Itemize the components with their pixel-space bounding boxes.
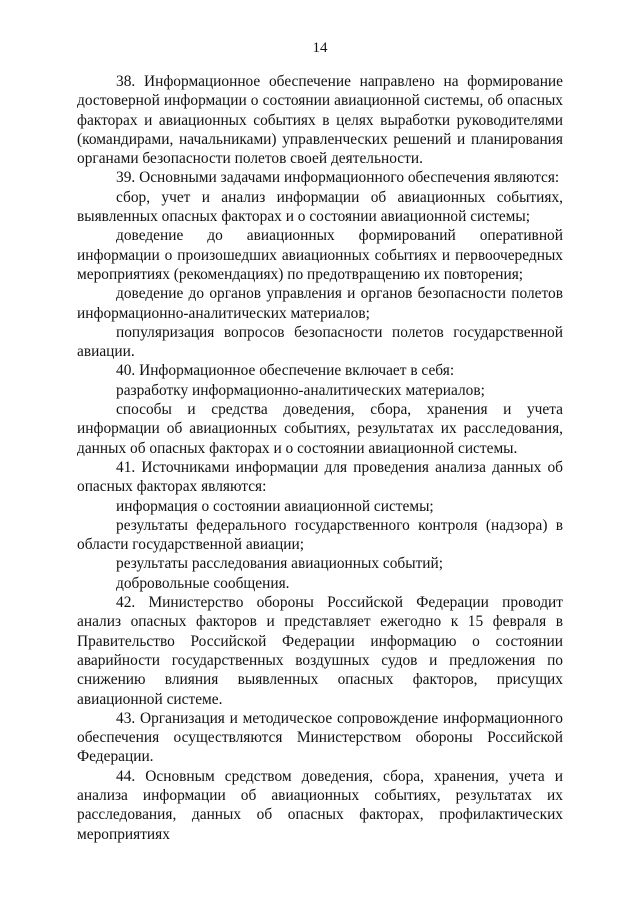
paragraph-39: 39. Основными задачами информационного обеспечения являются: [116,169,560,187]
list-item-voluntary-reports: добровольные сообщения. [116,574,290,592]
list-item-system-state: информация о состоянии авиационной системы; [116,497,434,515]
list-item-federal-control: результаты федерального государственного контроля (надзора) в области государственной авиации; [77,516,563,554]
list-item-analytical-materials: доведение до органов управления и органов безопасности полетов информационно-аналитических материалов; [77,285,563,322]
page-number: 14 [312,40,328,56]
list-item-collection: сбор, учет и анализ информации об авиационных событиях, выявленных опасных факторах и о состоянии авиационной системы; [77,188,563,226]
list-item-popularization: популяризация вопросов безопасности полетов государственной авиации. [77,323,563,361]
paragraph-44: 44. Основным средством доведения, сбора, хранения, учета и анализа информации об авиационных событиях, результатах их расследования, данных об опасных факторах, профилактических мероприятиях [77,767,563,843]
paragraph-41: 41. Источниками информации для проведения анализа данных об опасных факторах являются: [77,458,563,496]
list-item-methods: способы и средства доведения, сбора, хранения и учета информации об авиационных событиях, результатах их расследования, данных об опасных факторах и о состоянии авиационной системы. [77,401,563,457]
list-item-operational-info: доведение до авиационных формирований оперативной информации о произошедших авиационных событиях и первоочередных мероприятиях (рекомендациях) по предотвращению их повторения; [77,227,563,283]
paragraph-42: 42. Министерство обороны Российской Федерации проводит анализ опасных факторов и представляет ежегодно к 15 февраля в Правительство Российской Федерации информацию о состоянии аварийности государственных воздушных судов и предложения по снижению влияния выявленных опасных факторов, присущих авиационной системе. [77,594,563,708]
list-item-investigation-results: результаты расследования авиационных событий; [116,555,444,573]
paragraph-38: 38. Информационное обеспечение направлено на формирование достоверной информации о состоянии авиационной системы, об опасных факторах и авиационных событиях в целях выработки руководителями (командирами, начальниками) управленческих решений и планирования органами безопасности полетов своей деятельности. [77,73,563,168]
list-item-development: разработку информационно-аналитических материалов; [116,381,485,399]
paragraph-40: 40. Информационное обеспечение включает в себя: [116,362,455,380]
paragraph-43: 43. Организация и методическое сопровождение информационного обеспечения осуществляются Министерством обороны Российской Федерации. [77,709,563,766]
document-body [77,72,563,844]
